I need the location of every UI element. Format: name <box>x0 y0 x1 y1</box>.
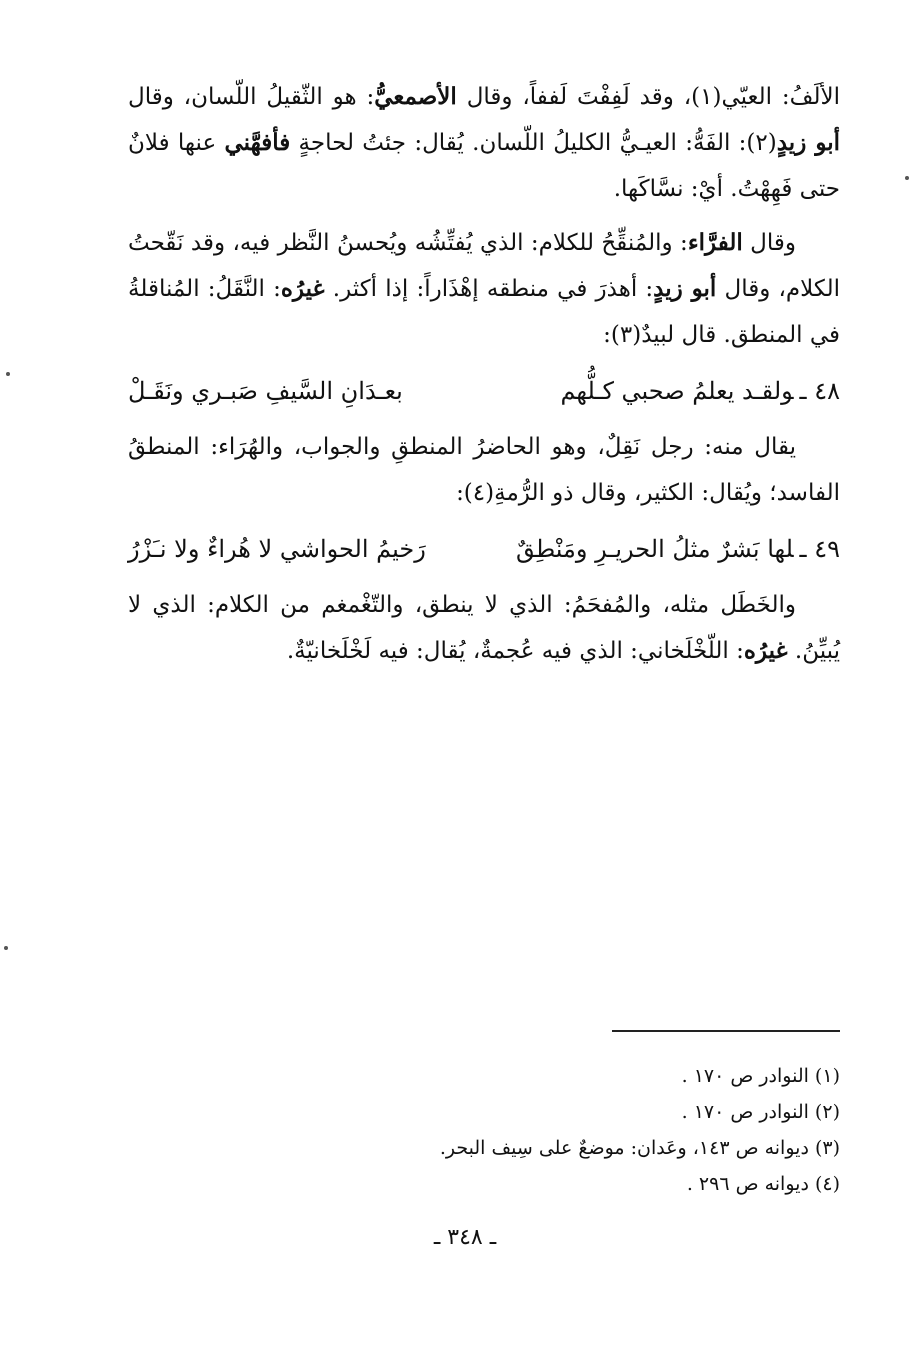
text-run: : أهذرَ في منطقه إهْذَاراً: إذا أكثر. <box>324 276 654 302</box>
text-run: عنها فلانٌ حتى فَهِهْتُ. أيْ: نسَّاكَها. <box>128 130 840 202</box>
text-run: : اللّخْلَخاني: الذي فيه عُجمةٌ، يُقال: فيه لَخْلَخانيّةٌ. <box>286 638 744 664</box>
text-run: يقال منه: رجل نَقِلٌ، وهو الحاضرُ المنطقِ والجواب، والهُرَاء: المنطقُ الفاسد؛ ويُقال: الكثير، وقال ذو الرُّمةِ(٤): <box>128 434 840 506</box>
paragraph-2 <box>128 220 840 358</box>
text-run: وقال <box>742 230 797 256</box>
bold-name: الأصمعيُّ <box>374 83 457 110</box>
verse-49-first-hemistich <box>516 524 840 574</box>
bold-name: غيرُه <box>743 637 788 664</box>
scan-dot-mark <box>6 372 10 376</box>
text-run: : والمُنقِّحُ للكلام: الذي يُفتِّشُه ويُحسنُ النَّظر فيه، وقد نَقّحتُ الكلام، وقال <box>128 230 840 302</box>
paragraph-4 <box>128 582 840 674</box>
text-run: (٢): الفَهُّ: العيـيُّ الكليلُ اللّسان. يُقال: جئتُ لحاجةٍ <box>290 130 777 156</box>
text-run: : هو الثّقيلُ اللّسان، وقال <box>128 84 375 110</box>
verse-48-number: ٤٨ ـ <box>799 377 840 405</box>
paragraph-3 <box>128 424 840 516</box>
bold-name: غيرُه <box>280 275 325 302</box>
verse-48-first-text: ولقـد يعلمُ صحبي كـلُّهم <box>560 377 794 405</box>
verse-48-second-hemistich: بعـدَانِ السَّيفِ صَبـري ونَقَـلْ <box>128 377 403 405</box>
text-run: الألَفُ: العيّي(١)، وقد لَفِفْتَ لَففاً، وقال <box>456 84 840 110</box>
footnote-separator <box>612 1030 840 1032</box>
page-number: ـ ٣٤٨ ـ <box>433 1225 497 1250</box>
text-run: : النَّقَلُ: المُناقلةُ في المنطق. قال لبيدٌ(٣): <box>128 276 840 348</box>
verse-49-number: ٤٩ ـ <box>799 535 840 563</box>
verse-48-first-hemistich <box>560 366 840 416</box>
scan-dot-mark <box>905 176 909 180</box>
scan-dot-mark <box>4 946 8 950</box>
bold-name: أبو زيدٍ <box>776 129 840 156</box>
verse-49 <box>128 524 840 574</box>
footnotes <box>300 1058 840 1202</box>
bold-name: أبو زيدٍ <box>653 275 717 302</box>
bold-name: الفرَّاء <box>687 229 743 256</box>
verse-49-first-text: لها بَشرٌ مثلُ الحريـرِ ومَنْطِقٌ <box>516 535 794 563</box>
footnote-1: (١) النوادر ص ١٧٠ . <box>681 1065 840 1087</box>
main-text <box>128 74 840 682</box>
bold-name: فأفهَّني <box>224 129 291 156</box>
verse-48 <box>128 366 840 416</box>
paragraph-1 <box>128 74 840 212</box>
text-run: والخَطَل مثله، والمُفحَمُ: الذي لا ينطق، والتّغْمغم من الكلام: الذي لا يُبيِّنُ. <box>128 592 840 664</box>
footnote-2: (٢) النوادر ص ١٧٠ . <box>681 1101 840 1123</box>
verse-49-second-hemistich: رَخيمُ الحواشي لا هُراءٌ ولا نـَزْرُ <box>128 535 426 563</box>
footnote-3: (٣) ديوانه ص ١٤٣، وعَدان: موضعٌ على سِيف البحر. <box>439 1137 840 1159</box>
footnote-4: (٤) ديوانه ص ٢٩٦ . <box>686 1173 840 1195</box>
